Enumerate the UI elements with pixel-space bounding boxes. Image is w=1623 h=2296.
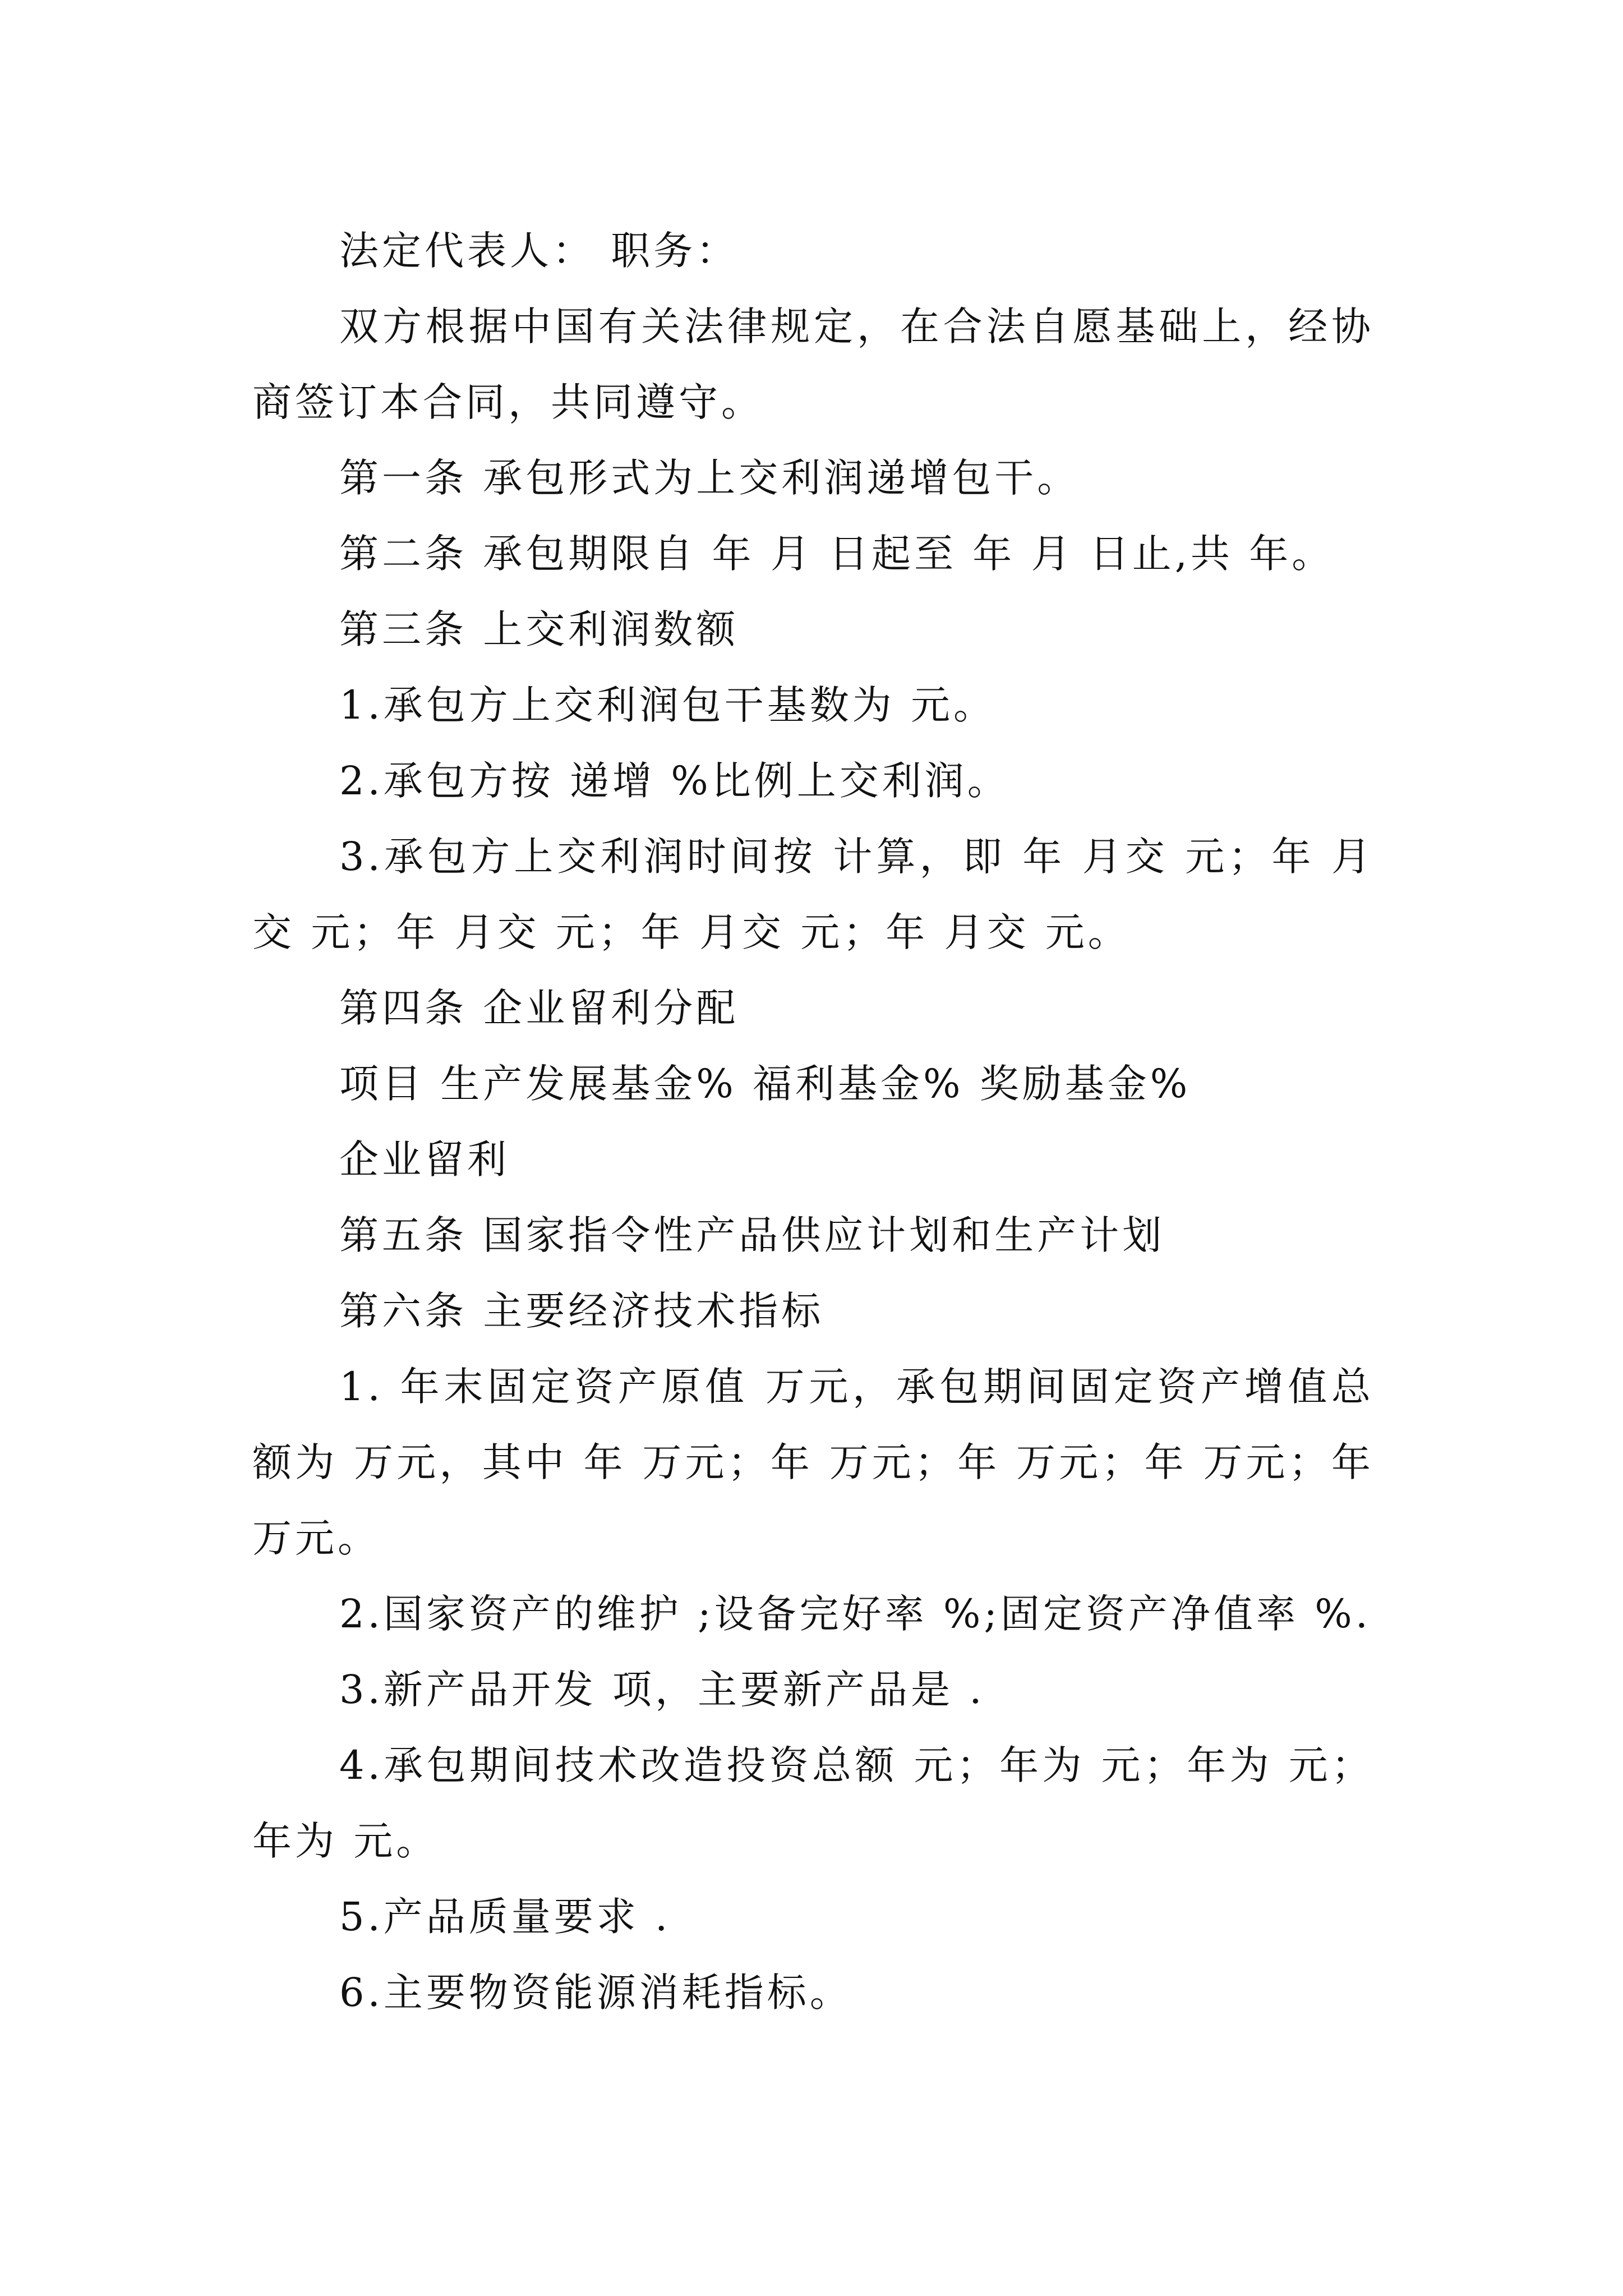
article-3-item-1: 1.承包方上交利润包干基数为 元。 — [339, 682, 997, 728]
article-6-item-5: 5.产品质量要求 . — [339, 1894, 671, 1940]
article-6-item-3: 3.新产品开发 项，主要新产品是 . — [339, 1667, 985, 1713]
article-6-item-6: 6.主要物资能源消耗指标。 — [339, 1970, 852, 2016]
article-2: 第二条 承包期限自 年 月 日起至 年 月 日止,共 年。 — [339, 531, 1335, 577]
article-6-heading: 第六条 主要经济技术指标 — [339, 1288, 824, 1334]
article-3-item-3: 3.承包方上交利润时间按 计算，即 年 月交 元；年 月交 元；年 月交 元；年 月交 元；年 月交 元。 — [252, 834, 1374, 955]
article-5: 第五条 国家指令性产品供应计划和生产计划 — [339, 1212, 1165, 1258]
preamble-paragraph: 双方根据中国有关法律规定，在合法自愿基础上，经协商签订本合同，共同遵守。 — [252, 303, 1374, 425]
article-6-item-2: 2.国家资产的维护 ;设备完好率 %;固定资产净值率 %. — [339, 1591, 1371, 1637]
retained-profit-row: 企业留利 — [339, 1137, 510, 1182]
retained-profit-columns: 项目 生产发展基金% 福利基金% 奖励基金% — [339, 1061, 1191, 1107]
article-6-item-1: 1. 年末固定资产原值 万元，承包期间固定资产增值总额为 万元，其中 年 万元；年 万元；年 万元；年 万元；年 万元。 — [252, 1364, 1374, 1561]
document-body — [252, 213, 1374, 2031]
article-6-item-4: 4.承包期间技术改造投资总额 元；年为 元；年为 元；年为 元。 — [252, 1742, 1374, 1864]
article-4-heading: 第四条 企业留利分配 — [339, 985, 739, 1031]
article-3-item-2: 2.承包方按 递增 %比例上交利润。 — [339, 758, 1010, 804]
article-1: 第一条 承包形式为上交利润递增包干。 — [339, 455, 1080, 501]
article-3-heading: 第三条 上交利润数额 — [339, 606, 739, 652]
legal-representative-line: 法定代表人： 职务： — [339, 228, 739, 274]
